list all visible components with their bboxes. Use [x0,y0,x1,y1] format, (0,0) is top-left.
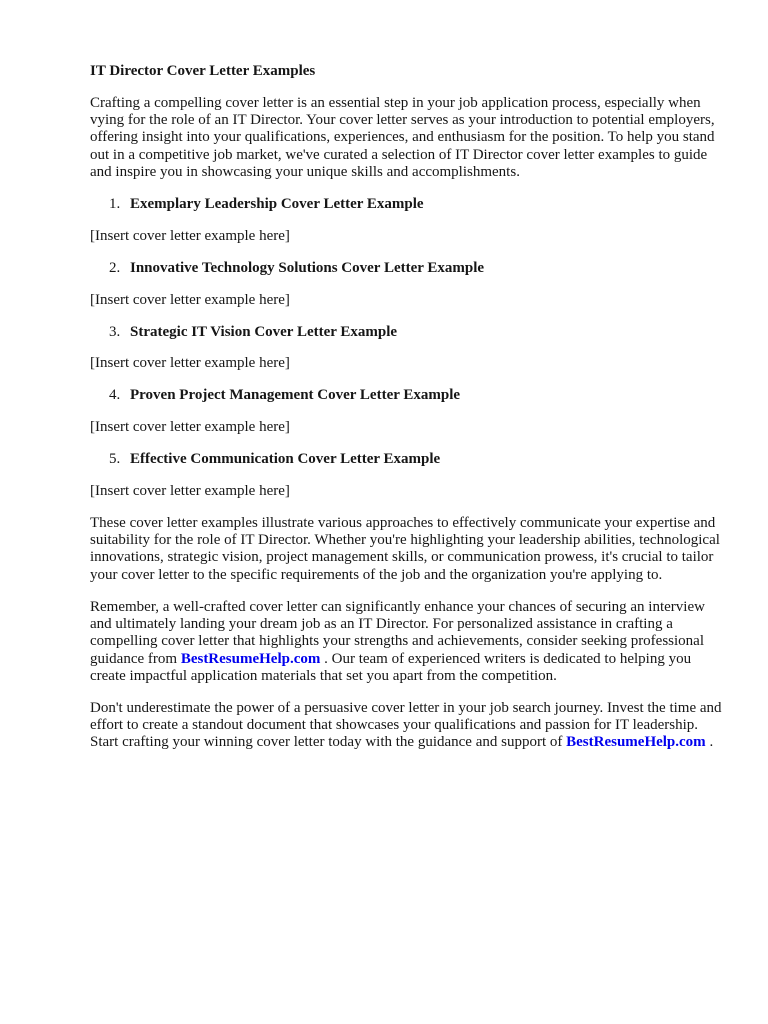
remember-text-after: . Our team of experienced writers is dedicated to helping you create impactful application materials that set you apart from the competition. [90,650,692,684]
closing-paragraph [90,700,722,752]
list-item-heading: Proven Project Management Cover Letter Example [130,387,461,404]
list-number: 1. [109,195,121,212]
list-number: 4. [109,387,121,404]
list-item-3 [90,324,722,341]
remember-text-before: Remember, a well-crafted cover letter can significantly enhance your chances of securing an interview and ultimately landing your dream job as an IT Director. For personalized assistance in crafting a compelling cover letter that highlights your strengths and achievements, consider seeking professional guidance from [90,598,705,667]
placeholder-text-1: [Insert cover letter example here] [90,227,290,244]
list-item-1 [90,196,722,213]
list-item-heading: Strategic IT Vision Cover Letter Example [130,323,398,340]
bestresumehelp-link-2[interactable]: BestResumeHelp.com [566,734,706,751]
placeholder-text-3: [Insert cover letter example here] [90,355,290,372]
placeholder-text-5: [Insert cover letter example here] [90,482,290,499]
remember-paragraph [90,599,722,685]
placeholder-text-4: [Insert cover letter example here] [90,419,290,436]
list-item-heading: Exemplary Leadership Cover Letter Example [130,195,424,212]
list-item-heading: Innovative Technology Solutions Cover Letter Example [130,259,485,276]
closing-text-after: . [705,734,714,751]
list-number: 3. [109,323,121,340]
list-number: 2. [109,259,121,276]
list-item-2 [90,260,722,277]
bestresumehelp-link[interactable]: BestResumeHelp.com [180,650,321,667]
list-number: 5. [109,451,121,468]
list-item-heading: Effective Communication Cover Letter Example [130,451,441,468]
closing-text-before: Don't underestimate the power of a persuasive cover letter in your job search journey. Invest the time and effort to create a standout document that showcases your qualifications and passion for IT leadership. Start crafting your winning cover letter today with the guidance and support of [90,699,722,751]
list-item-5 [90,451,722,468]
summary-paragraph: These cover letter examples illustrate various approaches to effectively communicate your expertise and suitability for the role of IT Director. Whether you're highlighting your leadership abilities, technological innovations, strategic vision, project management skills, or communication prowess, it's crucial to tailor your cover letter to the specific requirements of the job and the organization you're applying to. [90,514,720,583]
intro-paragraph: Crafting a compelling cover letter is an essential step in your job application process, especially when vying for the role of an IT Director. Your cover letter serves as your introduction to potential employers, offering insight into your qualifications, experiences, and enthusiasm for the position. To help you stand out in a competitive job market, we've curated a selection of IT Director cover letter examples to guide and inspire you in showcasing your unique skills and accomplishments. [90,94,715,181]
placeholder-text-2: [Insert cover letter example here] [90,291,290,308]
page-title: IT Director Cover Letter Examples [90,63,316,79]
list-item-4 [90,387,722,404]
